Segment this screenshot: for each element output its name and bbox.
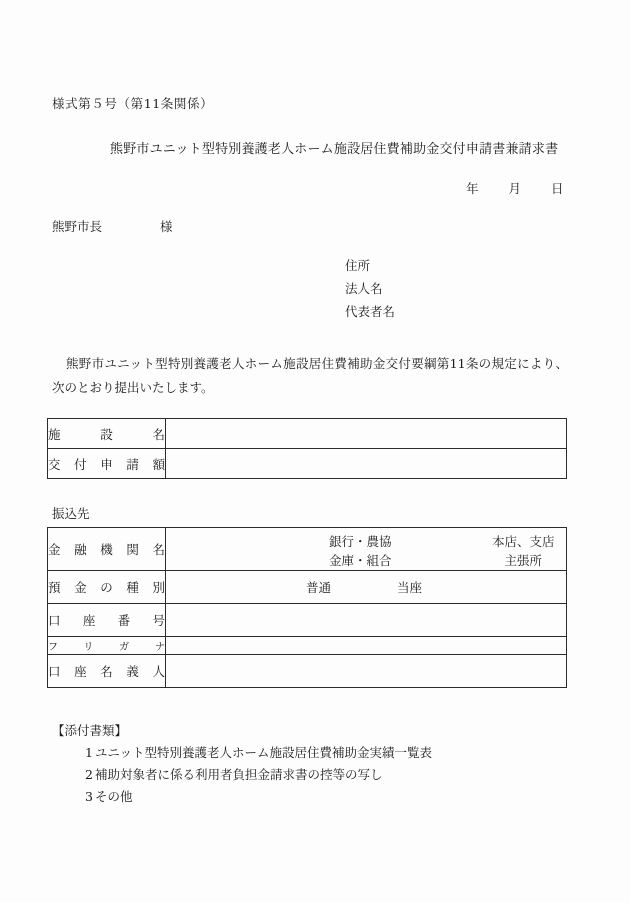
attachments-section bbox=[52, 721, 432, 808]
furigana-label: フリガナ bbox=[48, 637, 166, 655]
form-number: 様式第５号（第11条関係） bbox=[52, 96, 214, 111]
deposit-type-input[interactable] bbox=[166, 571, 567, 604]
institution-option-bank[interactable]: 銀行・農協 bbox=[329, 534, 392, 549]
institution-option-credit[interactable]: 金庫・組合 bbox=[329, 553, 392, 568]
attachment-number: 2 bbox=[85, 767, 93, 782]
table-row bbox=[48, 604, 567, 637]
applicant-corporation-label: 法人名 bbox=[345, 281, 383, 296]
body-paragraph: 熊野市ユニット型特別養護老人ホーム施設居住費補助金交付要綱第11条の規定により、次のとおり提出いたします。 bbox=[52, 356, 568, 395]
application-amount-input[interactable] bbox=[166, 449, 567, 479]
applicant-representative-label: 代表者名 bbox=[345, 304, 396, 319]
branch-type-options bbox=[492, 532, 555, 570]
account-holder-input[interactable] bbox=[166, 655, 567, 688]
table-row bbox=[48, 637, 567, 655]
list-item bbox=[85, 742, 432, 764]
furigana-input[interactable] bbox=[166, 637, 567, 655]
main-form-table bbox=[47, 418, 567, 479]
account-number-label: 口座番号 bbox=[48, 604, 166, 637]
list-item bbox=[85, 764, 432, 786]
facility-name-input[interactable] bbox=[166, 419, 567, 449]
application-amount-label: 交付申請額 bbox=[48, 449, 166, 479]
deposit-type-label: 預金の種別 bbox=[48, 571, 166, 604]
addressee-name: 熊野市長 bbox=[52, 219, 103, 234]
table-row bbox=[48, 655, 567, 688]
table-row bbox=[48, 528, 567, 571]
table-row bbox=[48, 571, 567, 604]
page-title: 熊野市ユニット型特別養護老人ホーム施設居住費補助金交付申請書兼請求書 bbox=[110, 142, 559, 157]
account-number-input[interactable] bbox=[166, 604, 567, 637]
transfer-destination-heading: 振込先 bbox=[52, 506, 90, 521]
deposit-option-current[interactable]: 当座 bbox=[397, 580, 423, 595]
attachment-text: 補助対象者に係る利用者負担金請求書の控等の写し bbox=[94, 767, 383, 782]
date-day-label: 日 bbox=[551, 181, 564, 196]
addressee-honorific: 様 bbox=[160, 219, 173, 234]
facility-name-label: 施設名 bbox=[48, 419, 166, 449]
attachment-text: ユニット型特別養護老人ホーム施設居住費補助金実績一覧表 bbox=[94, 745, 432, 760]
list-item bbox=[85, 786, 432, 808]
attachment-number: 3 bbox=[85, 789, 93, 804]
applicant-field-block bbox=[345, 254, 395, 323]
attachment-number: 1 bbox=[85, 745, 93, 760]
branch-option-main[interactable]: 本店、支店 bbox=[492, 534, 555, 549]
financial-institution-label: 金融機関名 bbox=[48, 528, 166, 571]
date-line bbox=[466, 179, 564, 197]
attachment-text: その他 bbox=[94, 789, 133, 804]
account-holder-label: 口座名義人 bbox=[48, 655, 166, 688]
attachments-list bbox=[52, 742, 432, 808]
table-row bbox=[48, 419, 567, 449]
bank-transfer-table bbox=[47, 527, 567, 688]
addressee bbox=[52, 217, 173, 235]
date-month-label: 月 bbox=[508, 181, 522, 196]
branch-option-office[interactable]: 主張所 bbox=[504, 553, 543, 568]
attachments-title: 【添付書類】 bbox=[52, 723, 128, 738]
financial-institution-input[interactable] bbox=[166, 528, 567, 571]
date-year-label: 年 bbox=[466, 181, 479, 196]
applicant-address-label: 住所 bbox=[345, 258, 371, 273]
table-row bbox=[48, 449, 567, 479]
deposit-option-ordinary[interactable]: 普通 bbox=[306, 580, 332, 595]
deposit-options bbox=[166, 571, 566, 603]
institution-type-options bbox=[329, 532, 392, 570]
institution-options bbox=[166, 528, 566, 570]
